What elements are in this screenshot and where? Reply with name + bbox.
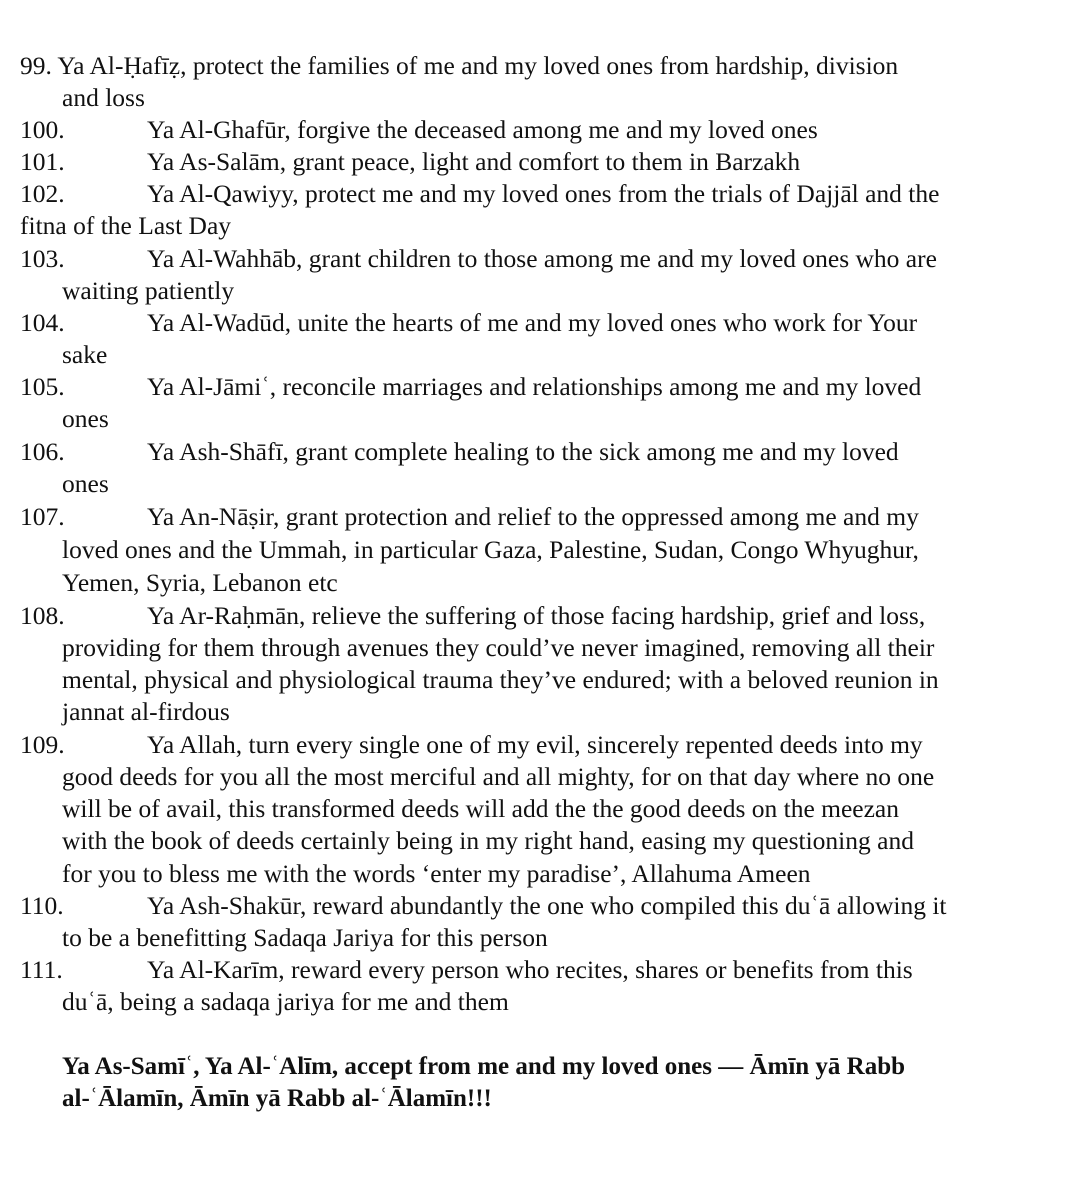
item-110-line-2: to be a benefitting Sadaqa Jariya for this person	[62, 923, 548, 952]
item-101-line-1: Ya As-Salām, grant peace, light and comfort to them in Barzakh	[147, 147, 801, 176]
item-number: 110.	[20, 891, 64, 920]
item-105-line-1: Ya Al-Jāmiʿ, reconcile marriages and relationships among me and my loved	[147, 372, 922, 401]
item-108-line-2: providing for them through avenues they could’ve never imagined, removing all their	[62, 633, 935, 662]
item-99-line-1	[20, 50, 898, 82]
item-102-line-2: fitna of the Last Day	[20, 211, 232, 240]
item-99-line-2: and loss	[62, 83, 145, 112]
item-109-line-4: with the book of deeds certainly being in my right hand, easing my questioning and	[62, 826, 914, 855]
item-number: 103.	[20, 244, 65, 273]
item-number: 106.	[20, 437, 65, 466]
item-106-line-1: Ya Ash-Shāfī, grant complete healing to the sick among me and my loved	[147, 437, 899, 466]
item-109-line-2: good deeds for you all the most merciful and all mighty, for on that day where no one	[62, 762, 935, 791]
item-number: 99.	[20, 51, 52, 80]
item-number: 102.	[20, 179, 65, 208]
item-109-line-5: for you to bless me with the words ‘enter my paradise’, Allahuma Ameen	[62, 859, 811, 888]
closing-line-2: al-ʿĀlamīn, Āmīn yā Rabb al-ʿĀlamīn!!!	[62, 1085, 492, 1112]
item-100-line-1: Ya Al-Ghafūr, forgive the deceased among me and my loved ones	[147, 115, 818, 144]
item-number: 107.	[20, 502, 65, 531]
item-number: 101.	[20, 147, 65, 176]
item-110-line-1: Ya Ash-Shakūr, reward abundantly the one who compiled this duʿā allowing it	[147, 891, 947, 920]
item-103-line-2: waiting patiently	[62, 276, 235, 305]
item-107-line-2: loved ones and the Ummah, in particular Gaza, Palestine, Sudan, Congo Whyughur,	[62, 535, 919, 564]
item-number: 111.	[20, 955, 63, 984]
item-105-line-2: ones	[62, 404, 109, 433]
item-111-line-1: Ya Al-Karīm, reward every person who recites, shares or benefits from this	[147, 955, 913, 984]
item-109-line-1: Ya Allah, turn every single one of my evil, sincerely repented deeds into my	[147, 730, 923, 759]
item-102-line-1: Ya Al-Qawiyy, protect me and my loved ones from the trials of Dajjāl and the	[147, 179, 940, 208]
item-108-line-4: jannat al-firdous	[62, 697, 230, 726]
item-108-line-3: mental, physical and physiological trauma they’ve endured; with a beloved reunion in	[62, 665, 939, 694]
item-number: 105.	[20, 372, 65, 401]
item-104-line-2: sake	[62, 340, 108, 369]
item-103-line-1: Ya Al-Wahhāb, grant children to those among me and my loved ones who are	[147, 244, 937, 273]
item-number: 104.	[20, 308, 65, 337]
item-104-line-1: Ya Al-Wadūd, unite the hearts of me and my loved ones who work for Your	[147, 308, 918, 337]
item-number: 109.	[20, 730, 65, 759]
item-number: 108.	[20, 601, 65, 630]
closing-line-1: Ya As-Samīʿ, Ya Al-ʿAlīm, accept from me and my loved ones — Āmīn yā Rabb	[62, 1053, 906, 1080]
item-109-line-3: will be of avail, this transformed deeds will add the the good deeds on the meezan	[62, 794, 900, 823]
item-111-line-2: duʿā, being a sadaqa jariya for me and them	[62, 987, 509, 1016]
item-number: 100.	[20, 115, 65, 144]
item-108-line-1: Ya Ar-Raḥmān, relieve the suffering of those facing hardship, grief and loss,	[147, 601, 926, 630]
item-107-line-1: Ya An-Nāṣir, grant protection and relief to the oppressed among me and my	[147, 502, 919, 531]
item-107-line-3: Yemen, Syria, Lebanon etc	[62, 568, 338, 597]
item-text: Ya Al-Ḥafīẓ, protect the families of me and my loved ones from hardship, division	[57, 51, 899, 80]
item-106-line-2: ones	[62, 469, 109, 498]
